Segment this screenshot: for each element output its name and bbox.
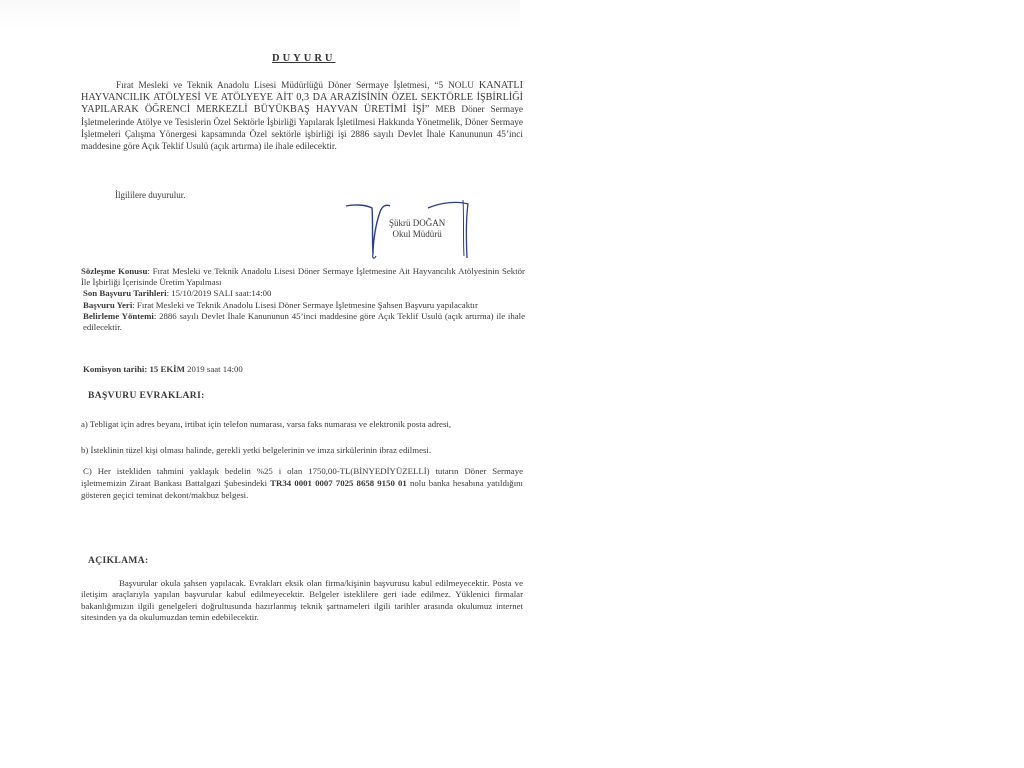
deadline-value: : 15/10/2019 SALI saat:14:00 [166, 288, 272, 299]
deadline-row [81, 288, 525, 299]
document-item-c [81, 465, 523, 501]
method-row [81, 311, 525, 332]
contract-subject [81, 266, 525, 287]
explanation-heading: AÇIKLAMA: [88, 556, 149, 566]
document-item-a: a) Tebligat için adres beyanı, irtibat için telefon numarası, varsa faks numarası ve elektronik posta adresi, [81, 419, 452, 429]
documents-heading: BAŞVURU EVRAKLARI: [88, 391, 205, 401]
intro-project-name: KANATLI HAYVANCILIK ATÖLYESİ VE ATÖLYEYE AİT 0,3 DA ARAZİSİNİN ÖZEL SEKTÖRLE İŞBİRLİĞİ YAPILARAK ÖĞRENCİ MERKEZLİ BÜYÜKBAŞ HAYVAN ÜRETİMİ İŞİ” [81, 80, 523, 116]
contract-subject-label: Sözleşme Konusu [81, 266, 148, 276]
method-label: Belirleme Yöntemi [83, 311, 154, 322]
intro-rest: MEB Döner Sermaye İşletmelerinde Atölye ve Tesislerin Özel Sektörle İşbirliği Yapılarak İşletilmesi Hakkında Yönetmelik, Döner Sermaye İşletmeleri Çalışma Yönergesi kapsamında Özel sektörle işbirliği işi 2886 sayılı Devlet İhale Kanununun 45’inci maddesine göre Açık Teklif Usulü (açık artırma) ile ihale edilecektir. [81, 105, 524, 153]
document-item-c-text: C) Her istekliden tahmini yaklaşık bedelin %25 i olan 1750,00-TL(BİNYEDİYÜZELLİ) tutarın Döner Sermaye işletmemizin Ziraat Bankası Battalgazi Şubesindeki [81, 466, 523, 488]
contract-subject-value: : Fırat Mesleki ve Teknik Anadolu Lisesi Döner Sermaye İşletmesine Ait Hayvancılık Atölyesinin Sektör İle İşbirliği İçerisinde Üretim Yapılması [81, 266, 525, 287]
application-place-label: Başvuru Yeri [83, 299, 133, 310]
application-place-row [81, 300, 525, 311]
document-item-c-end: nolu banka hesabına yatıldığını gösteren geçici teminat dekont/makbuz belgesi. [81, 478, 523, 500]
commission-date-value: 2019 saat 14:00 [184, 364, 243, 374]
method-value: : 2886 sayılı Devlet İhale Kanununun 45’inci maddesine göre Açık Teklif Usulü (açık artırma) ile ihale edilecektir. [83, 311, 525, 332]
signer-name: Şükrü DOĞAN [389, 218, 446, 228]
signer-block [389, 218, 445, 240]
explanation-paragraph: Başvurular okula şahsen yapılacak. Evrakları eksik olan firma/kişinin başvurusu kabul edilmeyecektir. Posta ve iletişim araçlarıyla yapılan başvurular kabul edilmeyecektir. Belgeler isteklilere geri iade edilmez. Yüklenici firmalar bakanlığımızın ilgili genelgeleri doğrultusunda hazırlanmış teknik şartnameleri ilgili tarihler arasında okulumuz internet sitesinden ya da okulumuzdan temin edebilecektir. [81, 578, 523, 622]
commission-date [83, 364, 243, 374]
greeting-line: İlgililere duyurulur. [115, 190, 186, 200]
commission-date-label: Komisyon tarihi: 15 EKİM [83, 364, 185, 374]
scan-edge-shadow [0, 0, 520, 30]
contract-info [81, 266, 525, 334]
intro-paragraph [81, 80, 523, 153]
signer-title: Okul Müdürü [392, 229, 442, 239]
application-place-value: : Fırat Mesleki ve Teknik Anadolu Lisesi Döner Sermaye İşletmesine Şahsen Başvuru yapılacaktır [132, 299, 478, 310]
deadline-label: Son Başvuru Tarihleri [83, 288, 167, 299]
intro-lead: Fırat Mesleki ve Teknik Anadolu Lisesi Müdürlüğü Döner Sermaye İşletmesi, “5 NOLU [116, 81, 474, 91]
document-title: DUYURU [272, 53, 336, 64]
bank-iban: TR34 0001 0007 7025 8658 9150 01 [270, 478, 407, 488]
document-item-b: b) İsteklinin tüzel kişi olması halinde, gerekli yetki belgelerinin ve imza sirkülerinin ibraz edilmesi. [81, 445, 432, 455]
